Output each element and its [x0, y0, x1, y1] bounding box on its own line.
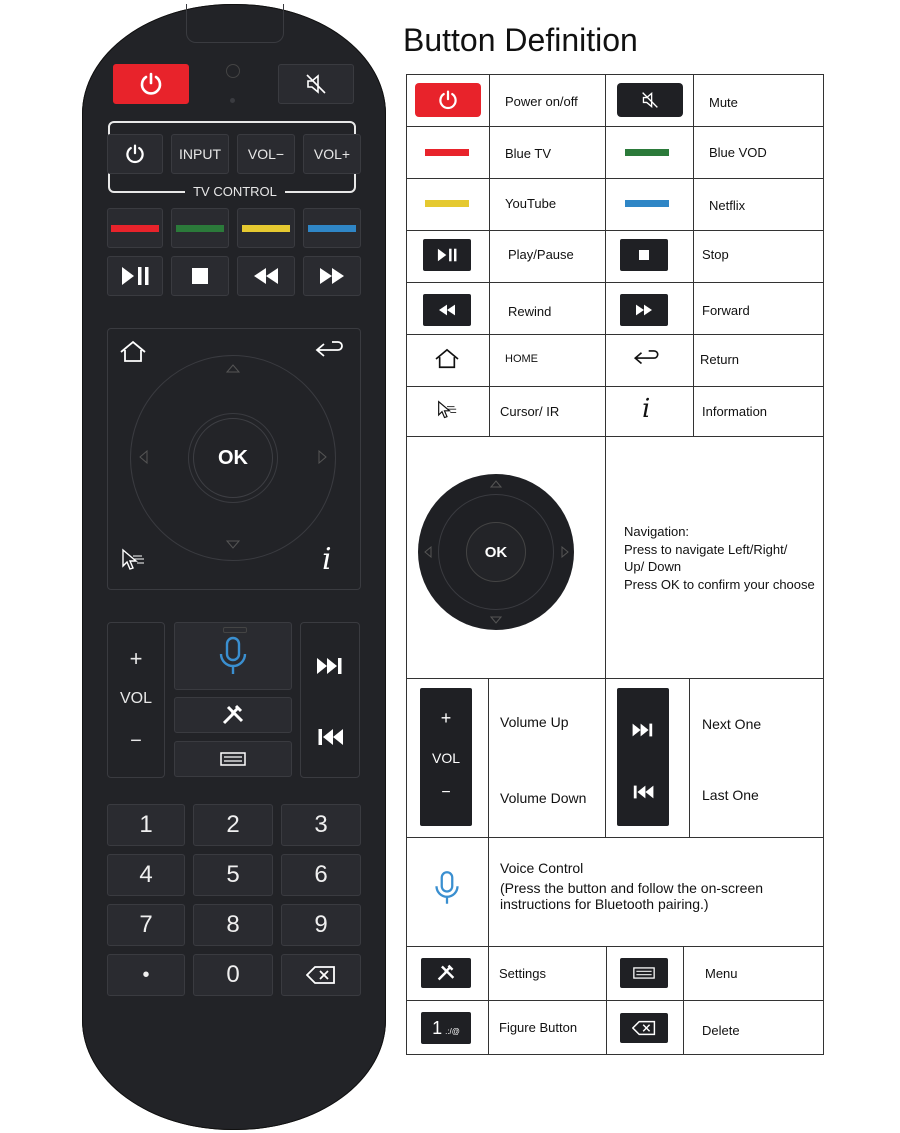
def-netflix: Netflix: [709, 198, 746, 213]
key-9[interactable]: 9: [281, 904, 361, 946]
vol-plus-label: +: [440, 708, 452, 728]
def-mute: Mute: [709, 95, 738, 110]
menu-icon: [220, 752, 246, 766]
voice-button[interactable]: [174, 622, 292, 690]
def-menu: Menu: [705, 966, 738, 981]
def-power: Power on/off: [505, 94, 578, 109]
def-last-one: Last One: [702, 787, 759, 803]
def-settings: Settings: [499, 966, 546, 981]
voice-indicator: [223, 627, 247, 633]
def-forward: Forward: [702, 303, 750, 318]
def-next-one: Next One: [702, 716, 762, 732]
key-6[interactable]: 6: [281, 854, 361, 896]
def-blue-tv: Blue TV: [505, 146, 552, 161]
vol-plus-label: +: [129, 646, 143, 671]
power-icon: [124, 143, 146, 165]
home-icon: [434, 348, 460, 370]
down-arrow-icon: [226, 540, 240, 549]
up-arrow-icon: [490, 480, 502, 488]
def-navigation-4: Press OK to confirm your choose: [624, 577, 815, 592]
ok-button[interactable]: OK: [193, 418, 273, 498]
tv-control-label: TV CONTROL: [185, 184, 285, 199]
power-button[interactable]: [113, 64, 189, 104]
figure-icon-sample: [421, 1012, 471, 1044]
menu-icon: [633, 967, 655, 979]
key-4[interactable]: 4: [107, 854, 185, 896]
blue-key[interactable]: [303, 208, 361, 248]
green-bar: [176, 225, 224, 232]
power-icon-sample: [415, 83, 481, 117]
key-1[interactable]: 1: [107, 804, 185, 846]
backspace-icon: [632, 1020, 656, 1036]
cursor-icon[interactable]: [120, 548, 146, 572]
skip-icon-sample: [617, 688, 669, 826]
power-icon: [437, 89, 459, 111]
def-navigation-2: Press to navigate Left/Right/: [624, 542, 788, 557]
return-icon: [632, 350, 660, 368]
tools-icon: [221, 704, 245, 726]
red-key[interactable]: [107, 208, 163, 248]
remote-top-notch: [186, 4, 284, 43]
def-voice-3: instructions for Bluetooth pairing.): [500, 896, 709, 912]
stop-button[interactable]: [171, 256, 229, 296]
red-bar: [111, 225, 159, 232]
menu-icon-sample: [620, 958, 668, 988]
key-8[interactable]: 8: [193, 904, 273, 946]
up-arrow-icon: [226, 364, 240, 373]
tv-vol-minus-button[interactable]: VOL−: [237, 134, 295, 174]
def-rewind: Rewind: [508, 304, 552, 319]
red-bar-sample: [425, 149, 469, 156]
microphone-icon: [217, 636, 249, 676]
key-5[interactable]: 5: [193, 854, 273, 896]
down-arrow-icon: [490, 616, 502, 624]
mute-button[interactable]: [278, 64, 354, 104]
play-pause-icon: [436, 248, 458, 262]
microphone-icon: [433, 870, 461, 906]
vol-minus-label: −: [130, 730, 142, 752]
play-pause-icon-sample: [423, 239, 471, 271]
key-2[interactable]: 2: [193, 804, 273, 846]
info-icon[interactable]: i: [322, 542, 332, 577]
page-title: Button Definition: [403, 22, 638, 58]
mute-icon: [640, 91, 660, 109]
stop-icon-sample: [620, 239, 668, 271]
def-volume-down: Volume Down: [500, 790, 587, 806]
vol-label: VOL: [119, 690, 152, 707]
settings-button[interactable]: [174, 697, 292, 733]
stop-icon: [639, 250, 649, 260]
key-3[interactable]: 3: [281, 804, 361, 846]
next-icon[interactable]: [316, 656, 344, 676]
figure-icon-main: 1: [432, 1017, 443, 1038]
delete-key[interactable]: [281, 954, 361, 996]
home-icon[interactable]: [119, 340, 147, 364]
key-7[interactable]: 7: [107, 904, 185, 946]
backspace-icon: [306, 966, 336, 984]
yellow-key[interactable]: [237, 208, 295, 248]
def-voice-control: Voice Control: [500, 860, 584, 876]
def-home: HOME: [505, 353, 538, 365]
blue-bar-sample: [625, 200, 669, 207]
vol-icon-sample: [420, 688, 472, 826]
forward-icon: [635, 304, 653, 316]
def-return: Return: [700, 352, 740, 367]
tv-vol-plus-button[interactable]: VOL+: [303, 134, 361, 174]
def-stop: Stop: [702, 247, 729, 262]
rewind-button[interactable]: [237, 256, 295, 296]
indicator-light: [226, 64, 240, 78]
def-play-pause: Play/Pause: [508, 247, 574, 262]
def-figure-button: Figure Button: [499, 1020, 578, 1035]
skip-section: [300, 622, 360, 778]
green-bar-sample: [625, 149, 669, 156]
menu-button[interactable]: [174, 741, 292, 777]
rewind-icon: [438, 304, 456, 316]
blue-bar: [308, 225, 356, 232]
def-navigation-3: Up/ Down: [624, 559, 682, 574]
vol-label: VOL: [431, 750, 460, 766]
def-voice-2: (Press the button and follow the on-screen: [500, 880, 764, 896]
mute-icon: [304, 73, 328, 95]
forward-icon: [319, 267, 345, 285]
def-cursor: Cursor/ IR: [500, 404, 560, 419]
yellow-bar: [242, 225, 290, 232]
vol-minus-label: −: [441, 784, 451, 801]
ok-sample: OK: [466, 522, 526, 582]
rewind-icon-sample: [423, 294, 471, 326]
input-button[interactable]: INPUT: [171, 134, 229, 174]
power-icon: [138, 71, 164, 97]
green-key[interactable]: [171, 208, 229, 248]
forward-button[interactable]: [303, 256, 361, 296]
stop-icon: [192, 268, 208, 284]
cursor-icon: [436, 400, 458, 420]
def-delete: Delete: [702, 1023, 740, 1038]
previous-icon: [631, 784, 655, 800]
def-cell: [605, 436, 824, 679]
def-cell: [689, 678, 824, 838]
def-youtube: YouTube: [505, 196, 557, 211]
forward-icon-sample: [620, 294, 668, 326]
right-arrow-icon: [318, 450, 327, 464]
yellow-bar-sample: [425, 200, 469, 207]
def-information: Information: [702, 404, 768, 419]
next-icon: [631, 722, 655, 738]
left-arrow-icon: [424, 546, 432, 558]
tv-power-button[interactable]: [107, 134, 163, 174]
return-icon[interactable]: [314, 341, 344, 361]
play-pause-icon: [120, 266, 150, 286]
key-0[interactable]: 0: [193, 954, 273, 996]
rewind-icon: [253, 267, 279, 285]
def-blue-vod: Blue VOD: [709, 145, 767, 160]
tools-icon: [436, 964, 456, 982]
def-navigation-1: Navigation:: [624, 524, 690, 539]
figure-icon-sub: .:/@: [445, 1026, 460, 1036]
settings-icon-sample: [421, 958, 471, 988]
def-volume-up: Volume Up: [500, 714, 569, 730]
left-arrow-icon: [139, 450, 148, 464]
play-pause-button[interactable]: [107, 256, 163, 296]
info-icon: i: [642, 394, 651, 424]
previous-icon[interactable]: [316, 727, 344, 747]
mic-hole: [230, 98, 235, 103]
def-cell: [488, 678, 606, 838]
key-dot[interactable]: •: [107, 954, 185, 996]
delete-icon-sample: [620, 1013, 668, 1043]
mute-icon-sample: [617, 83, 683, 117]
right-arrow-icon: [561, 546, 569, 558]
